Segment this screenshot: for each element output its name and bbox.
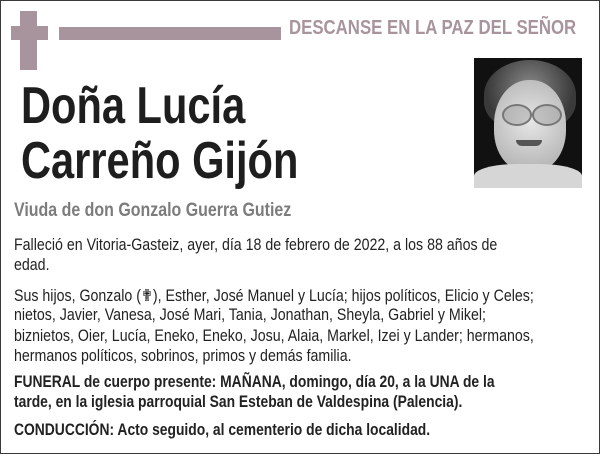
family-text-line: biznietos, Oier, Lucía, Eneko, Eneko, Josu, Alaia, Markel, Izei y Lander; hermanos,	[14, 327, 534, 345]
family-text-line: hermanos políticos, sobrinos, primos y demás familia.	[14, 347, 352, 365]
deceased-photo	[474, 58, 582, 188]
funeral-text-line: tarde, en la iglesia parroquial San Esteban de Valdespina (Palencia).	[14, 393, 463, 411]
funeral-text-line: FUNERAL de cuerpo presente: MAÑANA, domingo, día 20, a la UNA de la	[14, 373, 495, 391]
header-rule	[59, 27, 281, 40]
death-text-line: Falleció en Vitoria-Gasteiz, ayer, día 18 de febrero de 2022, a los 88 años de	[14, 236, 498, 254]
death-text-line: edad.	[14, 256, 50, 274]
deceased-name-line2: Carreño Gijón	[21, 132, 299, 190]
header-title: DESCANSE EN LA PAZ DEL SEÑOR	[289, 17, 577, 39]
deceased-subtitle: Viuda de don Gonzalo Guerra Gutiez	[14, 200, 292, 221]
deceased-name-line1: Doña Lucía	[21, 77, 246, 135]
family-text-line: Sus hijos, Gonzalo (✟), Esther, José Manuel y Lucía; hijos políticos, Elicio y Celes;	[14, 287, 534, 305]
conduction-text-line: CONDUCCIÓN: Acto seguido, al cementerio de dicha localidad.	[14, 421, 431, 439]
family-text-line: nietos, Javier, Vanesa, José Mari, Tania, Jonathan, Sheyla, Gabriel y Mikel;	[14, 306, 486, 324]
